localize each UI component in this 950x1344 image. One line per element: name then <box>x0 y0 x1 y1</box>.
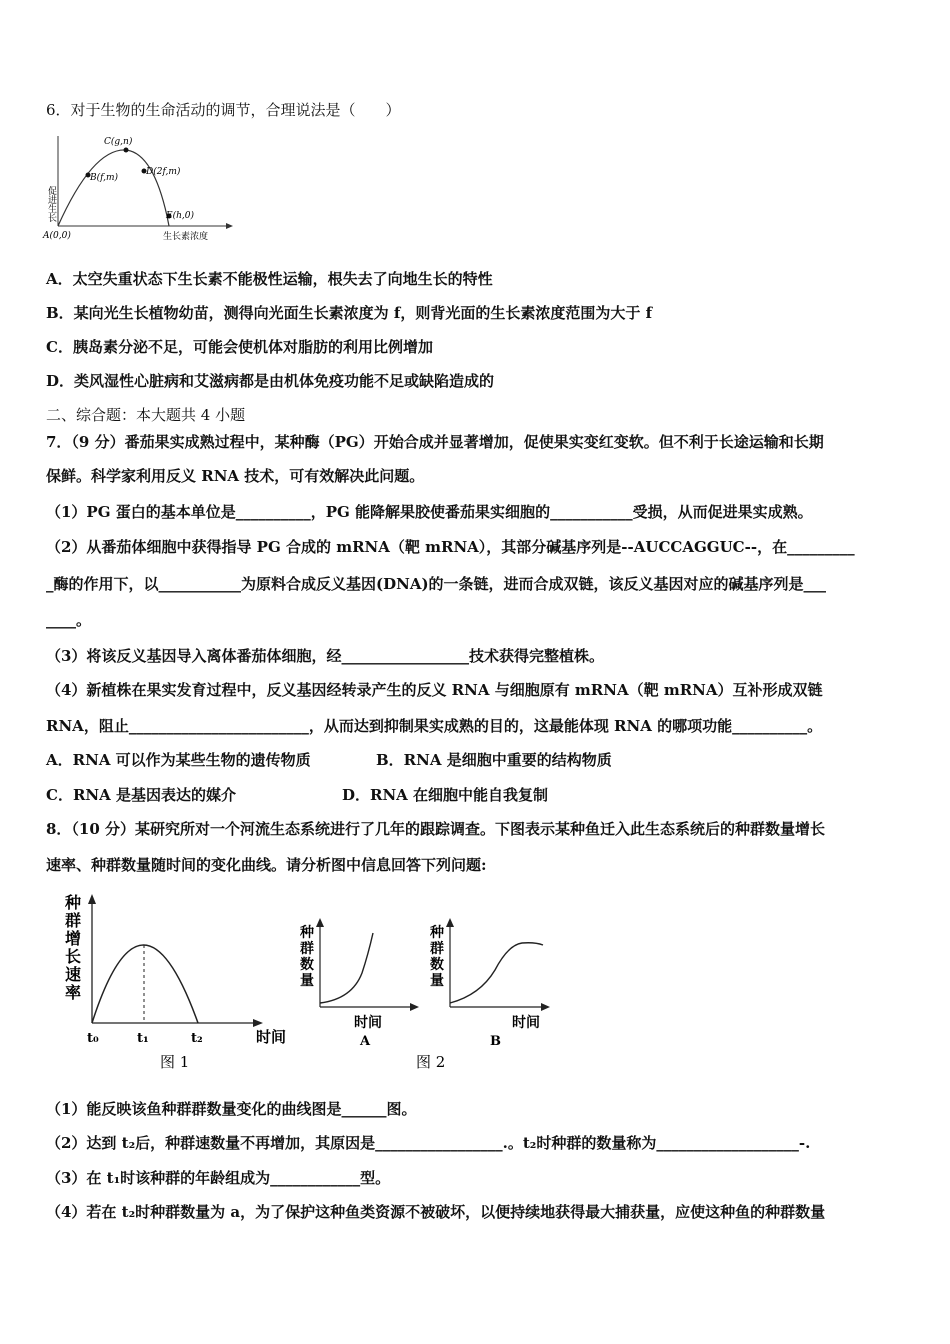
q8-fig1-curve <box>92 945 198 1023</box>
q6-option-a: A．太空失重状态下生长素不能极性运输，根失去了向地生长的特性 <box>46 270 493 288</box>
q8-fig2b-ylabel-4: 量 <box>430 973 444 989</box>
q6-option-c: C．胰岛素分泌不足，可能会使机体对脂肪的利用比例增加 <box>46 338 433 356</box>
q8-fig2b-x-arrow-icon <box>541 1003 550 1011</box>
q8-fig1-caption: 图 1 <box>160 1053 190 1071</box>
q8-line-2: 速率、种群数量随时间的变化曲线。请分析图中信息回答下列问题: <box>46 856 487 874</box>
q8-fig1-t0: t₀ <box>87 1031 99 1046</box>
q8-fig1-t1: t₁ <box>137 1031 149 1046</box>
q7-option-a: A．RNA 可以作为某些生物的遗传物质 <box>46 751 311 769</box>
q8-fig2-label-b: B <box>490 1034 501 1049</box>
q6-label-b: B(f,m) <box>90 173 119 183</box>
q8-fig2a-y-arrow-icon <box>316 918 324 927</box>
q8-fig1-ylabel-2: 群 <box>65 911 82 930</box>
q8-fig1-ylabel-1: 种 <box>65 893 82 912</box>
q8-fig2-caption: 图 2 <box>416 1053 446 1071</box>
q6-label-d: D(2f,m) <box>146 167 181 177</box>
q8-fig2a-ylabel-4: 量 <box>300 973 314 989</box>
q6-x-arrow-icon <box>226 223 233 229</box>
q8-fig1-ylabel-4: 长 <box>65 947 82 966</box>
q7-line-9: RNA，阻止________________________，从而达到抑制果实成熟的目的，这最能体现 RNA 的哪项功能__________。 <box>46 717 823 735</box>
q7-line-6: ____。 <box>46 611 92 629</box>
q8-fig1-ylabel-5: 速 <box>65 965 82 984</box>
q8-question-2: （2）达到 t₂后，种群速数量不再增加，其原因是_________________.。t₂时种群的数量称为___________________-. <box>46 1134 811 1152</box>
q8-line-1: 8．（10 分）某研究所对一个河流生态系统进行了几年的跟踪调查。下图表示某种鱼迁入此生态系统后的种群数量增长 <box>46 820 826 838</box>
q6-curve <box>58 150 169 226</box>
q8-fig2b-ylabel-3: 数 <box>430 957 444 973</box>
q8-fig2b-y-arrow-icon <box>446 918 454 927</box>
q7-line-4: （2）从番茄体细胞中获得指导 PG 合成的 mRNA（靶 mRNA），其部分碱基序列是--AUCCAGGUC--，在_________ <box>46 538 855 556</box>
q8-fig2a-curve <box>320 933 373 1003</box>
q8-question-4: （4）若在 t₂时种群数量为 a，为了保护这种鱼类资源不被破坏，以便持续地获得最大捕获量，应使这种鱼的种群数量 <box>46 1203 826 1221</box>
q8-fig2b-curve <box>450 943 543 1003</box>
q8-fig1-xlabel: 时间 <box>256 1028 287 1046</box>
q7-option-b: B．RNA 是细胞中重要的结构物质 <box>376 751 612 769</box>
q6-option-d: D．类风湿性心脏病和艾滋病都是由机体免疫功能不足或缺陷造成的 <box>46 372 495 390</box>
q8-fig2b-xlabel: 时间 <box>512 1015 540 1031</box>
q7-option-c: C．RNA 是基因表达的媒介 <box>46 786 236 804</box>
q6-label-e: E(h,0) <box>166 211 194 221</box>
q7-option-d: D．RNA 在细胞中能自我复制 <box>342 786 549 804</box>
q8-question-1: （1）能反映该鱼种群群数量变化的曲线图是______图。 <box>46 1100 417 1118</box>
q6-label-c: C(g,n) <box>104 137 133 147</box>
q8-fig1-ylabel-3: 增 <box>65 929 82 948</box>
q6-ylabel: 促进生长 <box>46 186 56 222</box>
q7-line-2: 保鲜。科学家利用反义 RNA 技术，可有效解决此问题。 <box>46 467 425 485</box>
q8-fig2-label-a: A <box>360 1034 371 1049</box>
q8-fig1-y-arrow-icon <box>88 894 96 904</box>
q7-line-5: _酶的作用下，以___________为原料合成反义基因(DNA)的一条链，进而合成双链，该反义基因对应的碱基序列是___ <box>46 575 827 593</box>
q8-figure-1 <box>60 892 300 1077</box>
q8-fig2a-ylabel-3: 数 <box>300 957 314 973</box>
q8-fig2a-xlabel: 时间 <box>354 1015 382 1031</box>
q8-fig1-ylabel-6: 率 <box>65 983 82 1002</box>
q7-line-3: （1）PG 蛋白的基本单位是__________，PG 能降解果胶使番茄果实细胞的___________受损，从而促进果实成熟。 <box>46 503 813 521</box>
q8-fig2b-ylabel-1: 种 <box>430 925 444 941</box>
q6-option-b: B．某向光生长植物幼苗，测得向光面生长素浓度为 f，则背光面的生长素浓度范围为大于 f <box>46 304 653 322</box>
q7-line-7: （3）将该反义基因导入离体番茄体细胞，经_________________技术获得完整植株。 <box>46 647 604 665</box>
q8-fig2b-ylabel-2: 群 <box>430 941 444 957</box>
q6-label-a: A(0,0) <box>43 231 71 241</box>
q6-xlabel: 生长素浓度 <box>163 232 209 242</box>
q8-fig2a-ylabel-2: 群 <box>300 941 314 957</box>
q8-question-3: （3）在 t₁时该种群的年龄组成为____________型。 <box>46 1169 391 1187</box>
q8-fig2a-x-arrow-icon <box>410 1003 419 1011</box>
q8-figure-2 <box>290 915 560 1077</box>
q6-point-c <box>124 148 129 153</box>
section-2-heading: 二、综合题：本大题共 4 小题 <box>46 406 246 424</box>
q7-line-8: （4）新植株在果实发育过程中，反义基因经转录产生的反义 RNA 与细胞原有 mRNA（靶 mRNA）互补形成双链 <box>46 681 823 699</box>
q6-stem: 6．对于生物的生命活动的调节，合理说法是（ ） <box>46 101 401 119</box>
q6-growth-graph <box>38 128 238 246</box>
q8-fig1-t2: t₂ <box>191 1031 203 1046</box>
q7-line-1: 7．（9 分）番茄果实成熟过程中，某种酶（PG）开始合成并显著增加，促使果实变红变软。但不利于长途运输和长期 <box>46 433 824 451</box>
q8-fig1-x-arrow-icon <box>253 1019 263 1027</box>
q8-fig2a-ylabel-1: 种 <box>300 925 314 941</box>
